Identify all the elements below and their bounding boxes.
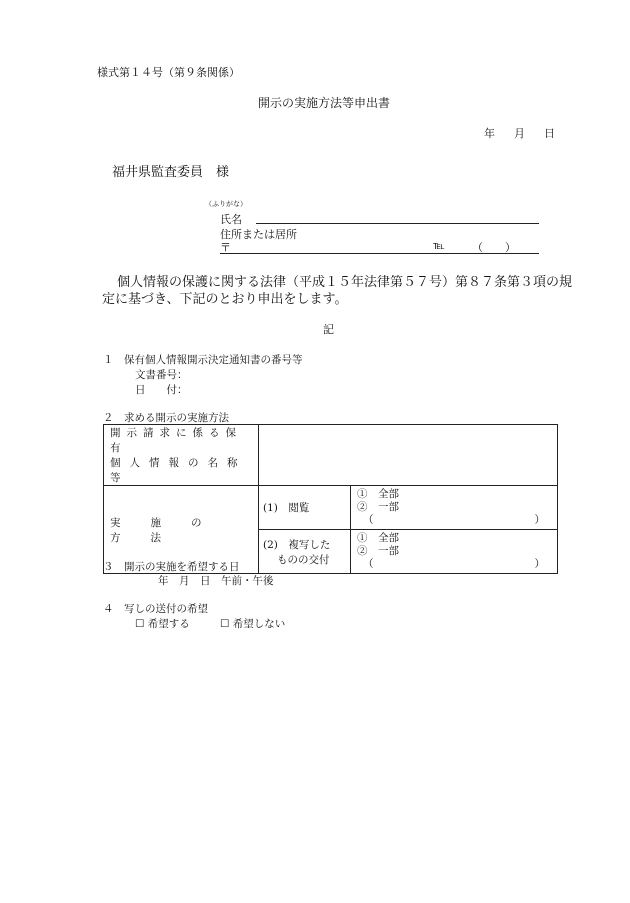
paren-close: ） — [534, 558, 545, 570]
name-label: 氏名 — [220, 213, 242, 226]
table-row — [104, 486, 558, 530]
form-title: 開示の実施方法等申出書 — [258, 96, 391, 110]
section3-date-line: 年 月 日 午前・午後 — [158, 575, 274, 587]
disclosure-method-table — [103, 424, 558, 574]
method1-option-detail[interactable] — [357, 514, 557, 527]
method2-option-all[interactable]: ① 全部 — [357, 532, 399, 544]
section3-heading: ３ 開示の実施を希望する日 — [103, 561, 240, 573]
info-name-value-cell[interactable] — [259, 425, 558, 486]
paren-open: （ — [363, 558, 374, 570]
postal-mark: 〒 — [220, 241, 231, 254]
info-name-label-cell — [104, 425, 259, 486]
body-text-line2: 定に基づき、下記のとおり申出をします。 — [102, 292, 348, 307]
send-option-no[interactable]: ☐ 希望しない — [220, 618, 286, 630]
ki-heading: 記 — [323, 323, 334, 336]
phone-paren: （ ） — [472, 241, 516, 254]
info-name-label-line2: 個人情報の名称等 — [110, 457, 247, 484]
paren-close: ） — [534, 514, 545, 526]
method1-option-part[interactable]: ② 一部 — [357, 501, 399, 513]
address-underline — [220, 253, 539, 254]
method2-option-part[interactable]: ② 一部 — [357, 545, 399, 557]
info-name-label-line1: 開示請求に係る保有 — [110, 427, 242, 454]
date-line: 年 月 日 — [484, 127, 559, 140]
section2-heading: ２ 求める開示の実施方法 — [103, 412, 229, 424]
method2-label-line1: (2) 複写した — [263, 538, 331, 551]
method1-options-cell[interactable] — [351, 486, 558, 530]
doc-number-label: 文書番号： — [135, 369, 188, 381]
doc-date-label: 日 付： — [135, 384, 188, 396]
addressee: 福井県監査委員 様 — [112, 165, 230, 180]
furigana-label: （ふりがな） — [205, 200, 247, 208]
method1-label-cell — [259, 486, 351, 530]
section1-heading: １ 保有個人情報開示決定通知書の番号等 — [103, 354, 303, 366]
method2-option-detail[interactable] — [357, 558, 557, 571]
method2-options-cell[interactable] — [351, 530, 558, 574]
body-text-line1: 個人情報の保護に関する法律（平成１５年法律第５７号）第８７条第３項の規 — [117, 275, 573, 290]
method1-option-all[interactable]: ① 全部 — [357, 488, 399, 500]
table-row — [104, 425, 558, 486]
name-underline — [256, 223, 539, 224]
section4-heading: ４ 写しの送付の希望 — [103, 603, 208, 615]
method-label: 実施の方法 — [110, 516, 232, 544]
address-label: 住所または居所 — [220, 228, 297, 241]
form-number: 様式第１４号（第９条関係） — [97, 66, 240, 79]
method2-label-line2: ものの交付 — [277, 553, 330, 566]
method1-label: (1) 閲覧 — [263, 502, 310, 514]
method2-label-cell — [259, 530, 351, 574]
phone-icon: ℡ — [433, 239, 445, 252]
paren-open: （ — [363, 514, 374, 526]
send-option-yes[interactable]: ☐ 希望する — [135, 618, 190, 630]
